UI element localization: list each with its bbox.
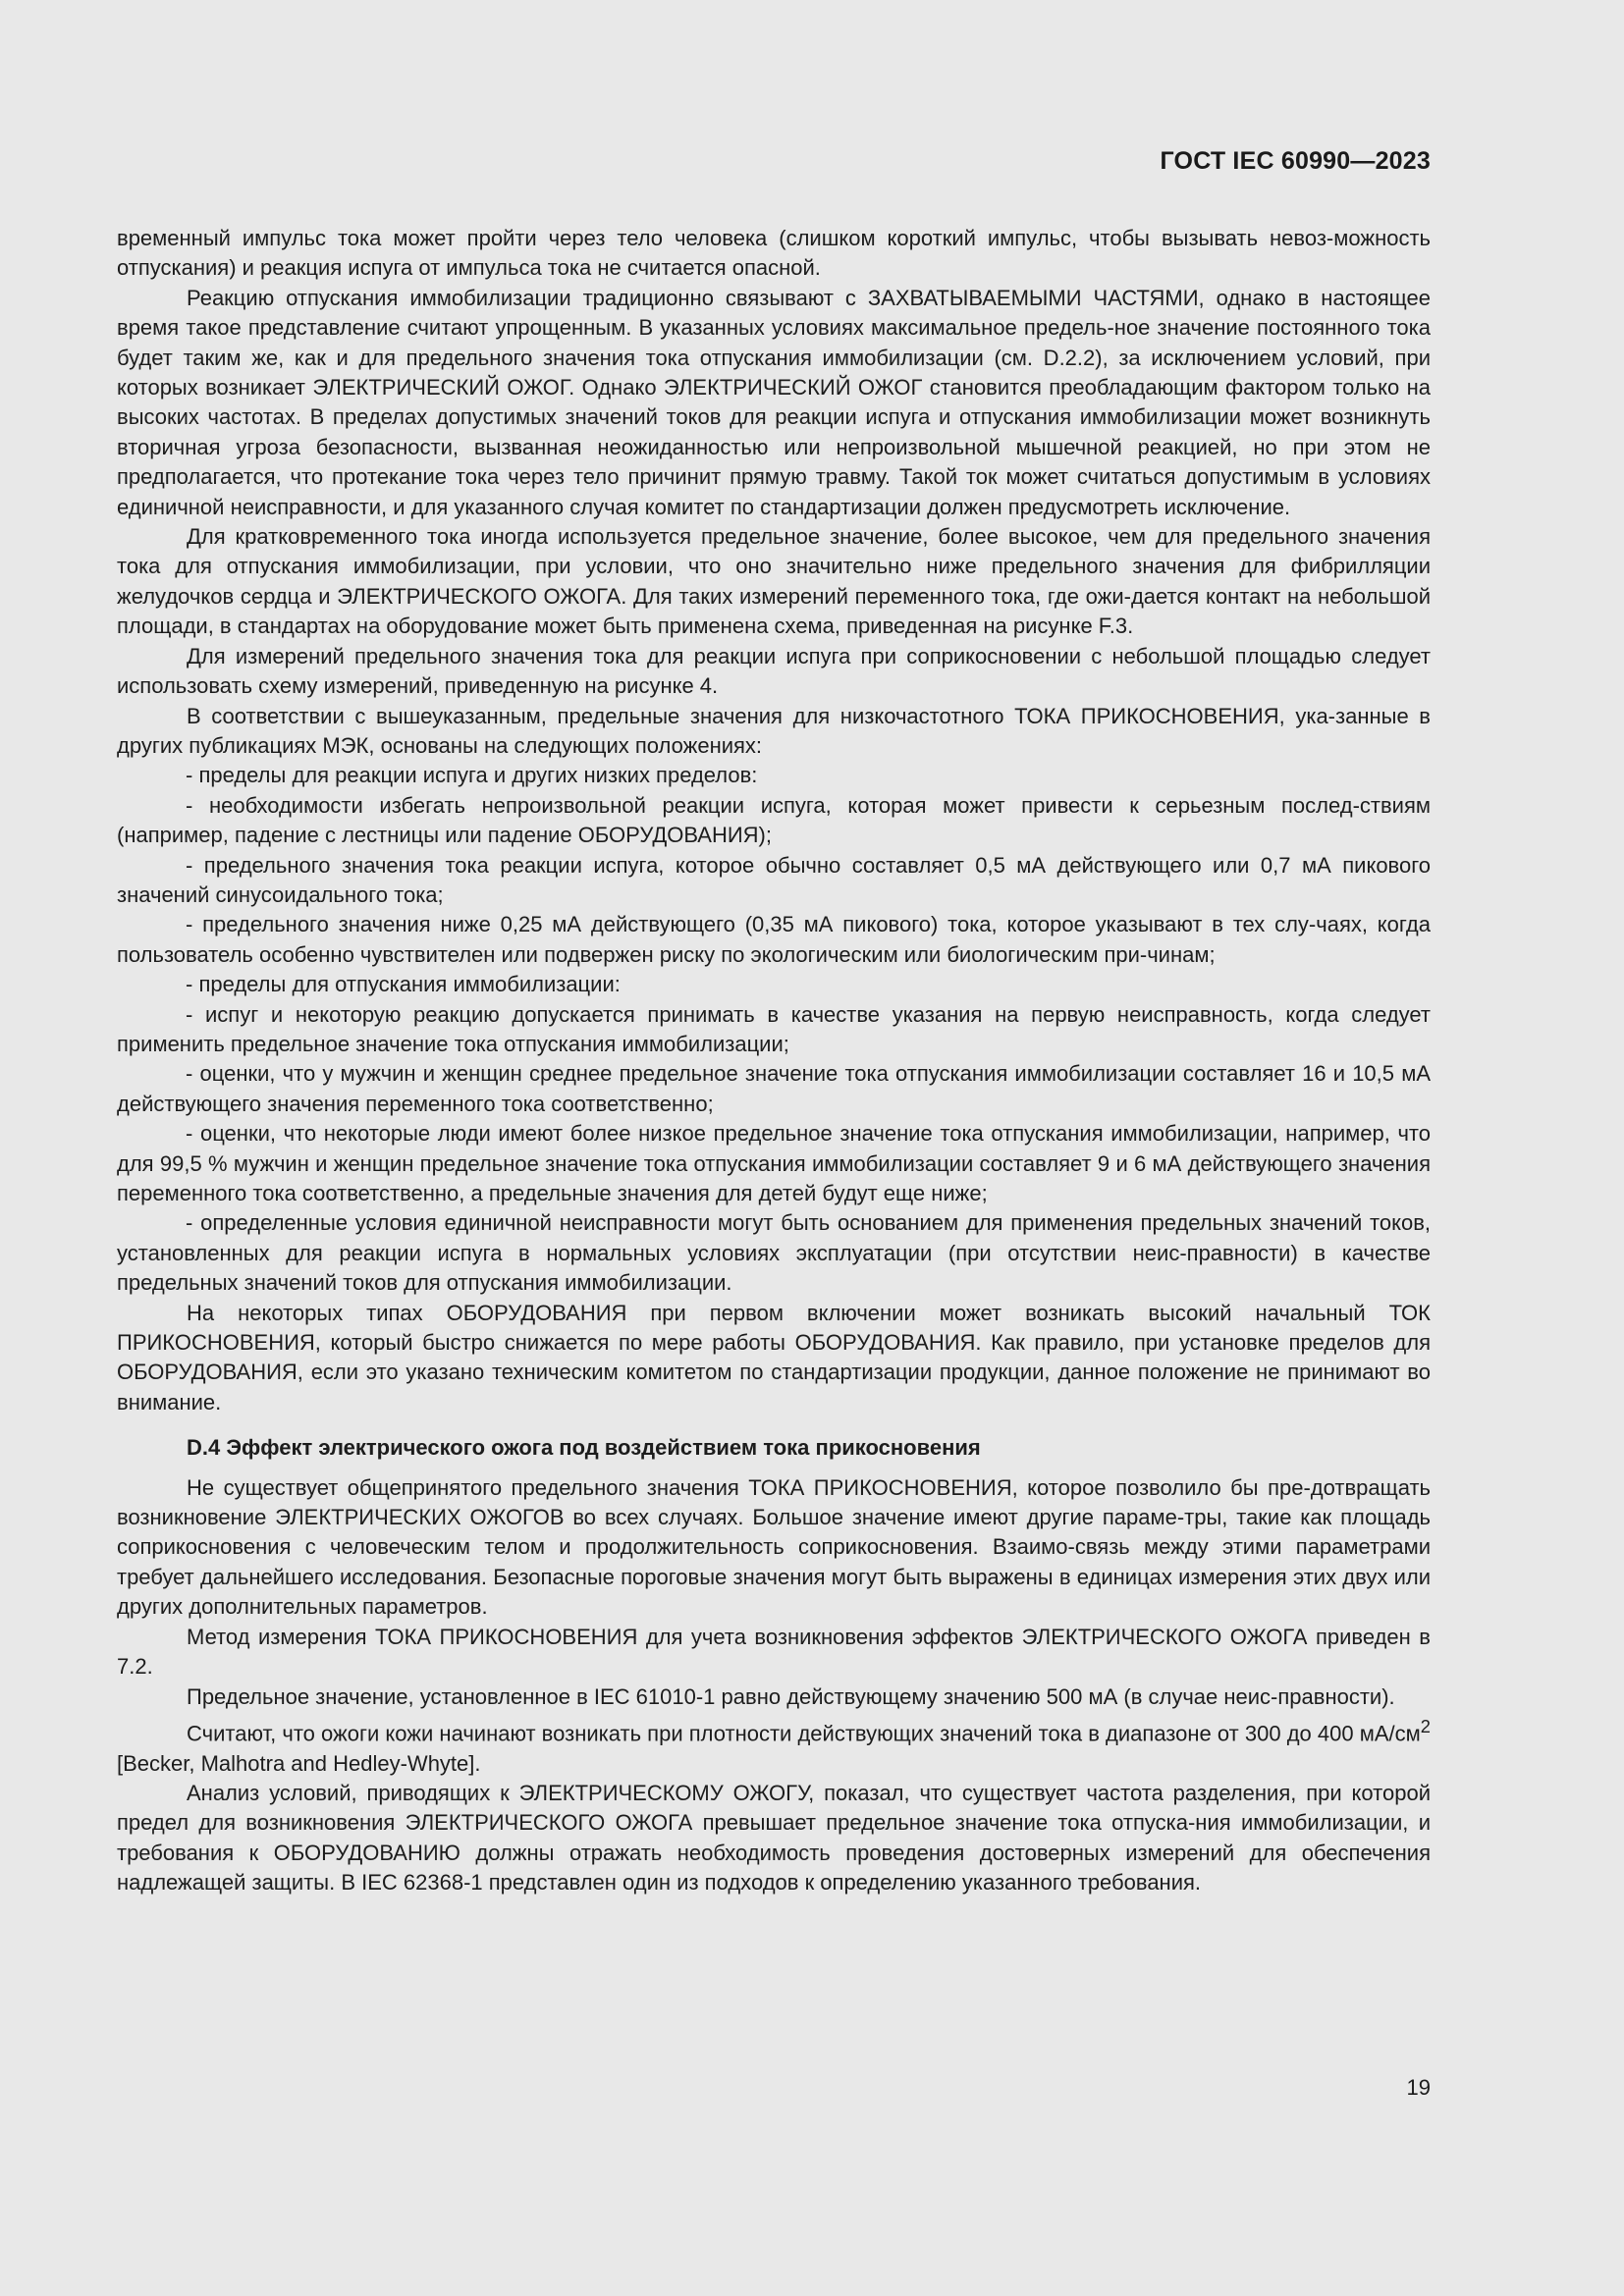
paragraph: Предельное значение, установленное в IEC 61010-1 равно действующему значению 500 мА (в случае неис-правности).: [187, 1683, 1395, 1709]
list-item: - пределы для отпускания иммобилизации:: [186, 972, 621, 997]
burn-text-before: Считают, что ожоги кожи начинают возникать при плотности действующих значений тока в диапазоне от 300 до 400 мА/см: [187, 1721, 1421, 1746]
list-item: - оценки, что у мужчин и женщин среднее предельное значение тока отпускания иммобилизации составляет 16 и 10,5 мА действующего значения переменного тока соответственно;: [117, 1061, 1431, 1116]
burn-text-after: [Becker, Malhotra and Hedley-Whyte].: [117, 1750, 481, 1776]
paragraph: В соответствии с вышеуказанным, предельные значения для низкочастотного ТОКА ПРИКОСНОВЕНИЯ, ука-занные в других публикациях МЭК, основаны на следующих положениях:: [117, 703, 1431, 758]
paragraph: Реакцию отпускания иммобилизации традиционно связывают с ЗАХВАТЫВАЕМЫМИ ЧАСТЯМИ, однако в настоящее время такое представление считают упрощенным. В указанных условиях максимальное предель-ное значение постоянного тока будет таким же, как и для предельного значения тока отпускания иммобилизации (см. D.2.2), за исключением условий, при которых возникает ЭЛЕКТРИЧЕСКИЙ ОЖОГ. Однако ЭЛЕКТРИЧЕСКИЙ ОЖОГ становится преобладающим фактором только на высоких частотах. В пределах допустимых значений токов для реакции испуга и отпускания иммобилизации может возникнуть вторичная угроза безопасности, вызванная неожиданностью или непроизвольной мышечной реакцией, но при этом не предполагается, что протекание тока через тело причинит прямую травму. Такой ток может считаться допустимым в условиях единичной неисправности, и для указанного случая комитет по стандартизации должен предусмотреть исключение.: [117, 285, 1431, 519]
list-item: - предельного значения ниже 0,25 мА действующего (0,35 мА пикового) тока, которое указывают в тех слу-чаях, когда пользователь особенно чувствителен или подвержен риску по экологическим или биологическим при-чинам;: [117, 912, 1431, 967]
paragraph-burn-density: [117, 1712, 1431, 1779]
paragraph: На некоторых типах ОБОРУДОВАНИЯ при первом включении может возникать высокий начальный ТОК ПРИКОСНОВЕНИЯ, который быстро снижается по мере работы ОБОРУДОВАНИЯ. Как правило, при установке пределов для ОБОРУДОВАНИЯ, если это указано техническим комитетом по стандартизации продукции, данное положение не принимают во внимание.: [117, 1300, 1431, 1415]
paragraph: Для кратковременного тока иногда используется предельное значение, более высокое, чем для предельного значения тока для отпускания иммобилизации, при условии, что оно значительно ниже предельного значения для фибрилляции желудочков сердца и ЭЛЕКТРИЧЕСКОГО ОЖОГА. Для таких измерений переменного тока, где ожи-дается контакт на небольшой площади, в стандартах на оборудование может быть применена схема, приведенная на рисунке F.3.: [117, 524, 1431, 639]
page-number: 19: [1406, 2075, 1431, 2100]
list-item: - определенные условия единичной неисправности могут быть основанием для применения предельных значений токов, установленных для реакции испуга в нормальных условиях эксплуатации (при отсутствии неис-правности) в качестве предельных значений токов для отпускания иммобилизации.: [117, 1210, 1431, 1296]
paragraph-last: Анализ условий, приводящих к ЭЛЕКТРИЧЕСКОМУ ОЖОГУ, показал, что существует частота разделения, при которой предел для возникновения ЭЛЕКТРИЧЕСКОГО ОЖОГА превышает предельное значение тока отпуска-ния иммобилизации, и требования к ОБОРУДОВАНИЮ должны отражать необходимость проведения достоверных измерений для обеспечения надлежащей защиты. В IEC 62368-1 представлен один из подходов к определению указанного требования.: [117, 1781, 1431, 1896]
list-item: - оценки, что некоторые люди имеют более низкое предельное значение тока отпускания иммобилизации, например, что для 99,5 % мужчин и женщин предельное значение тока отпускания иммобилизации составляет 9 и 6 мА действующего значения переменного тока соответственно, а предельные значения для детей будут еще ниже;: [117, 1121, 1431, 1205]
list-item: - испуг и некоторую реакцию допускается принимать в качестве указания на первую неисправность, когда следует применить предельное значение тока отпускания иммобилизации;: [117, 1001, 1431, 1056]
list-item: - предельного значения тока реакции испуга, которое обычно составляет 0,5 мА действующего или 0,7 мА пикового значений синусоидального тока;: [117, 852, 1431, 907]
document-header: ГОСТ IEC 60990—2023: [1160, 147, 1431, 175]
paragraphs-block-a: [117, 224, 1431, 1417]
paragraph: временный импульс тока может пройти через тело человека (слишком короткий импульс, чтобы вызывать невоз-можность отпускания) и реакция испуга от импульса тока не считается опасной.: [117, 226, 1431, 281]
paragraph: Метод измерения ТОКА ПРИКОСНОВЕНИЯ для учета возникновения эффектов ЭЛЕКТРИЧЕСКОГО ОЖОГА приведен в 7.2.: [117, 1624, 1431, 1680]
paragraph: Не существует общепринятого предельного значения ТОКА ПРИКОСНОВЕНИЯ, которое позволило бы пре-дотвращать возникновение ЭЛЕКТРИЧЕСКИХ ОЖОГОВ во всех случаях. Большое значение имеют другие параме-тры, такие как площадь соприкосновения с человеческим телом и продолжительность соприкосновения. Взаимо-связь между этими параметрами требует дальнейшего исследования. Безопасные пороговые значения могут быть выражены в единицах измерения этих двух или других дополнительных параметров.: [117, 1474, 1431, 1620]
paragraph: Для измерений предельного значения тока для реакции испуга при соприкосновении с небольшой площадью следует использовать схему измерений, приведенную на рисунке 4.: [117, 643, 1431, 699]
document-body: [117, 224, 1431, 1898]
list-item: - необходимости избегать непроизвольной реакции испуга, которая может привести к серьезным послед-ствиям (например, падение с лестницы или падение ОБОРУДОВАНИЯ);: [117, 792, 1431, 848]
paragraphs-block-b: [117, 1473, 1431, 1712]
list-item: - пределы для реакции испуга и других низких пределов:: [186, 763, 758, 788]
burn-superscript: 2: [1420, 1715, 1431, 1736]
section-title: D.4 Эффект электрического ожога под воздействием тока прикосновения: [187, 1435, 981, 1461]
